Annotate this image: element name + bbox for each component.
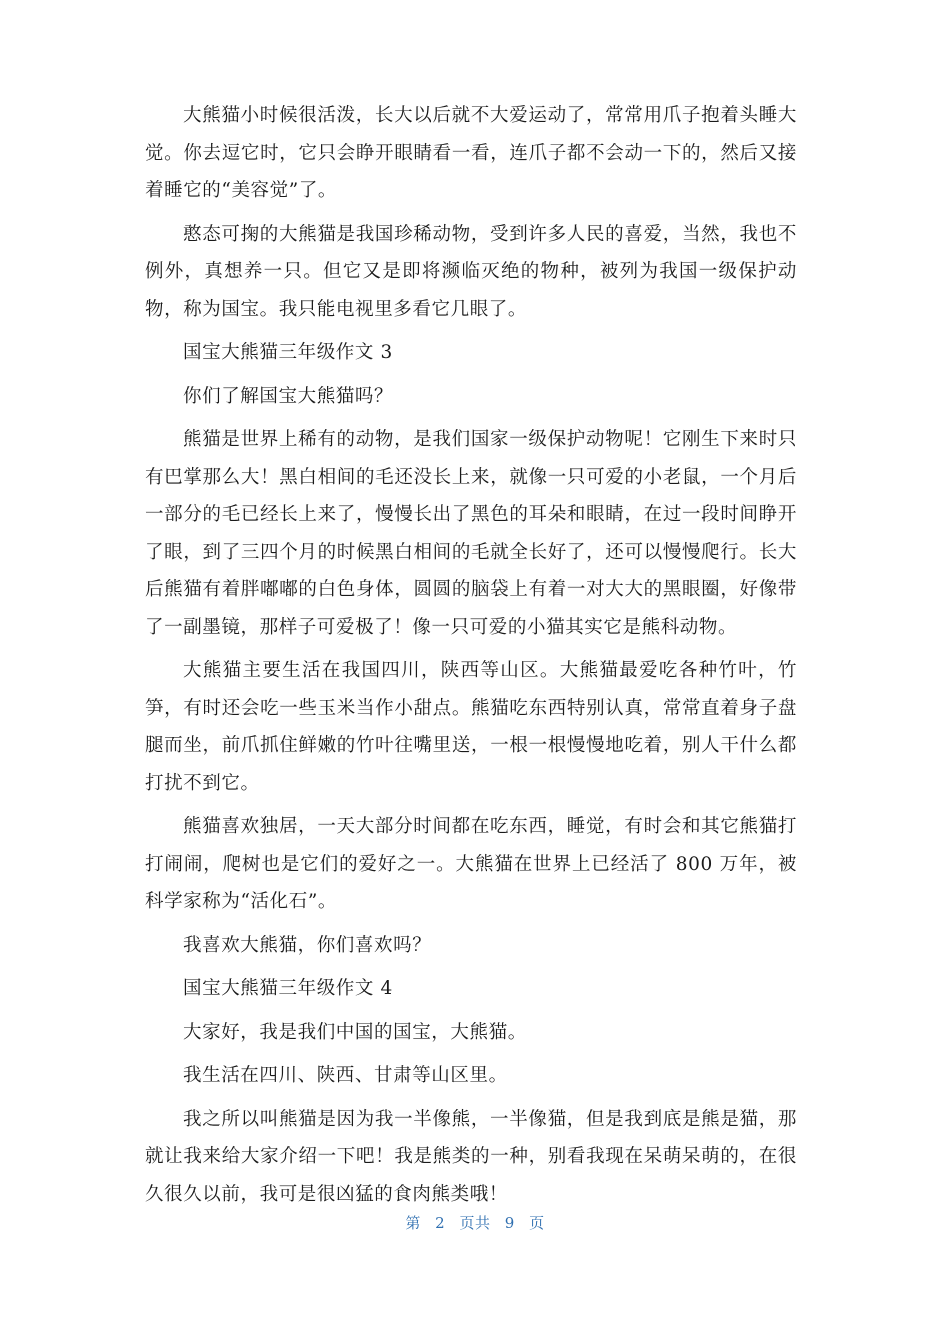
page-footer — [0, 1212, 950, 1233]
paragraph: 大熊猫小时候很活泼，长大以后就不大爱运动了，常常用爪子抱着头睡大觉。你去逗它时，它只会睁开眼睛看一看，连爪子都不会动一下的，然后又接着睡它的“美容觉”了。 — [145, 105, 797, 201]
total-pages-number: 9 — [504, 1214, 515, 1232]
paragraph: 我之所以叫熊猫是因为我一半像熊，一半像猫，但是我到底是熊是猫，那就让我来给大家介绍一下吧！我是熊类的一种，别看我现在呆萌呆萌的，在很久很久以前，我可是很凶猛的食肉熊类哦！ — [145, 1108, 797, 1205]
paragraph: 熊猫喜欢独居，一天大部分时间都在吃东西，睡觉，有时会和其它熊猫打打闹闹，爬树也是它们的爱好之一。大熊猫在世界上已经活了 800 万年，被科学家称为“活化石”。 — [145, 816, 797, 912]
section-heading: 国宝大熊猫三年级作文 4 — [183, 978, 393, 999]
footer-suffix: 页 — [529, 1214, 545, 1232]
paragraph: 我喜欢大熊猫，你们喜欢吗？ — [183, 934, 432, 956]
section-heading: 国宝大熊猫三年级作文 3 — [183, 342, 393, 363]
paragraph: 熊猫是世界上稀有的动物，是我们国家一级保护动物呢！它刚生下来时只有巴掌那么大！黑白相间的毛还没长上来，就像一只可爱的小老鼠，一个月后一部分的毛已经长上来了，慢慢长出了黑色的耳朵和眼睛，在过一段时间睁开了眼，到了三四个月的时候黑白相间的毛就全长好了，还可以慢慢爬行。长大后熊猫有着胖嘟嘟的白色身体，圆圆的脑袋上有着一对大大的黑眼圈，好像带了一副墨镜，那样子可爱极了！像一只可爱的小猫其实它是熊科动物。 — [145, 429, 797, 638]
current-page-number: 2 — [435, 1214, 446, 1232]
footer-prefix: 第 — [405, 1214, 421, 1232]
paragraph: 憨态可掬的大熊猫是我国珍稀动物，受到许多人民的喜爱，当然，我也不例外，真想养一只。但它又是即将濒临灭绝的物种，被列为我国一级保护动物，称为国宝。我只能电视里多看它几眼了。 — [145, 223, 797, 320]
document-body — [145, 97, 797, 1219]
paragraph: 大家好，我是我们中国的国宝，大熊猫。 — [183, 1021, 527, 1043]
paragraph: 你们了解国宝大熊猫吗？ — [183, 385, 394, 407]
footer-middle: 页共 — [459, 1214, 491, 1232]
paragraph: 大熊猫主要生活在我国四川，陕西等山区。大熊猫最爱吃各种竹叶，竹笋，有时还会吃一些玉米当作小甜点。熊猫吃东西特别认真，常常直着身子盘腿而坐，前爪抓住鲜嫩的竹叶往嘴里送，一根一根慢慢地吃着，别人干什么都打扰不到它。 — [145, 660, 797, 794]
paragraph: 我生活在四川、陕西、甘肃等山区里。 — [183, 1065, 508, 1086]
